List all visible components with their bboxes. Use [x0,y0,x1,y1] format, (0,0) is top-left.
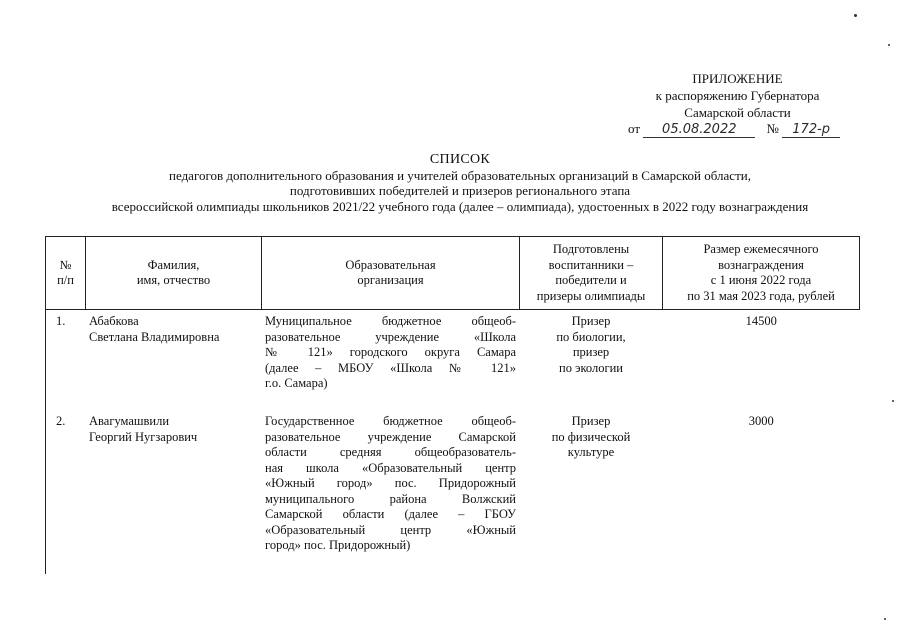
table-row [46,410,860,574]
order-reference [628,120,888,138]
table-header-row [46,237,860,310]
header-achievement: Подготовлены воспитанники – победители и призеры олимпиады [520,237,663,310]
row-number: 1. [46,310,86,411]
appendix-line-3: Самарской области [684,105,791,120]
header-num: № п/п [46,237,86,310]
teacher-name: Абабкова Светлана Владимировна [89,314,220,344]
achievement: Призер по биологии, призер по экологии [556,314,626,375]
appendix-title: ПРИЛОЖЕНИЕ [692,71,783,86]
title-line-3: всероссийской олимпиады школьников 2021/22 учебного года (далее – олимпиада), удостоенных в 2022 году вознаграждения [111,198,809,214]
scan-speck [892,400,894,402]
document-title [20,152,900,214]
appendix-block [600,70,875,121]
date-prefix: от [628,121,641,136]
organization: Муниципальное бюджетное общеоб- разовательное учреждение «Школа № 121» городского округа Самара (далее – МБОУ «Школа № 121» г.о. Самара) [265,314,516,390]
row-number: 2. [46,410,86,574]
title-line-2: подготовивших победителей и призеров регионального этапа [289,183,631,198]
appendix-line-2: к распоряжению Губернатора [655,88,820,103]
header-org: Образовательная организация [262,237,520,310]
scan-speck [884,618,886,620]
award-amount: 3000 [748,414,774,428]
handwritten-number: 172-р [782,122,840,138]
organization: Государственное бюджетное общеоб- разовательное учреждение Самарской области средняя общеобразователь- ная школа «Образовательный центр «Южный город» пос. Придорожный муниципального района Волжский Самарской области (далее – ГБОУ «Образовательный центр «Южный город» пос. Придорожный) [265,414,516,552]
title-line-1: педагогов дополнительного образования и учителей образовательных организаций в Самарской области, [169,167,751,183]
title-main: СПИСОК [429,152,491,167]
achievement: Призер по физической культуре [551,414,631,459]
teacher-name: Авагумашвили Георгий Нугзарович [89,414,198,444]
scan-speck [888,44,890,46]
scan-speck [854,14,857,17]
table-row [46,310,860,411]
handwritten-date: 05.08.2022 [643,122,755,138]
award-amount: 14500 [745,314,777,328]
header-amount: Размер ежемесячного вознаграждения с 1 июня 2022 года по 31 мая 2023 года, рублей [663,237,860,310]
awards-table [45,236,860,574]
number-prefix: № [766,121,779,136]
header-name: Фамилия, имя, отчество [86,237,262,310]
